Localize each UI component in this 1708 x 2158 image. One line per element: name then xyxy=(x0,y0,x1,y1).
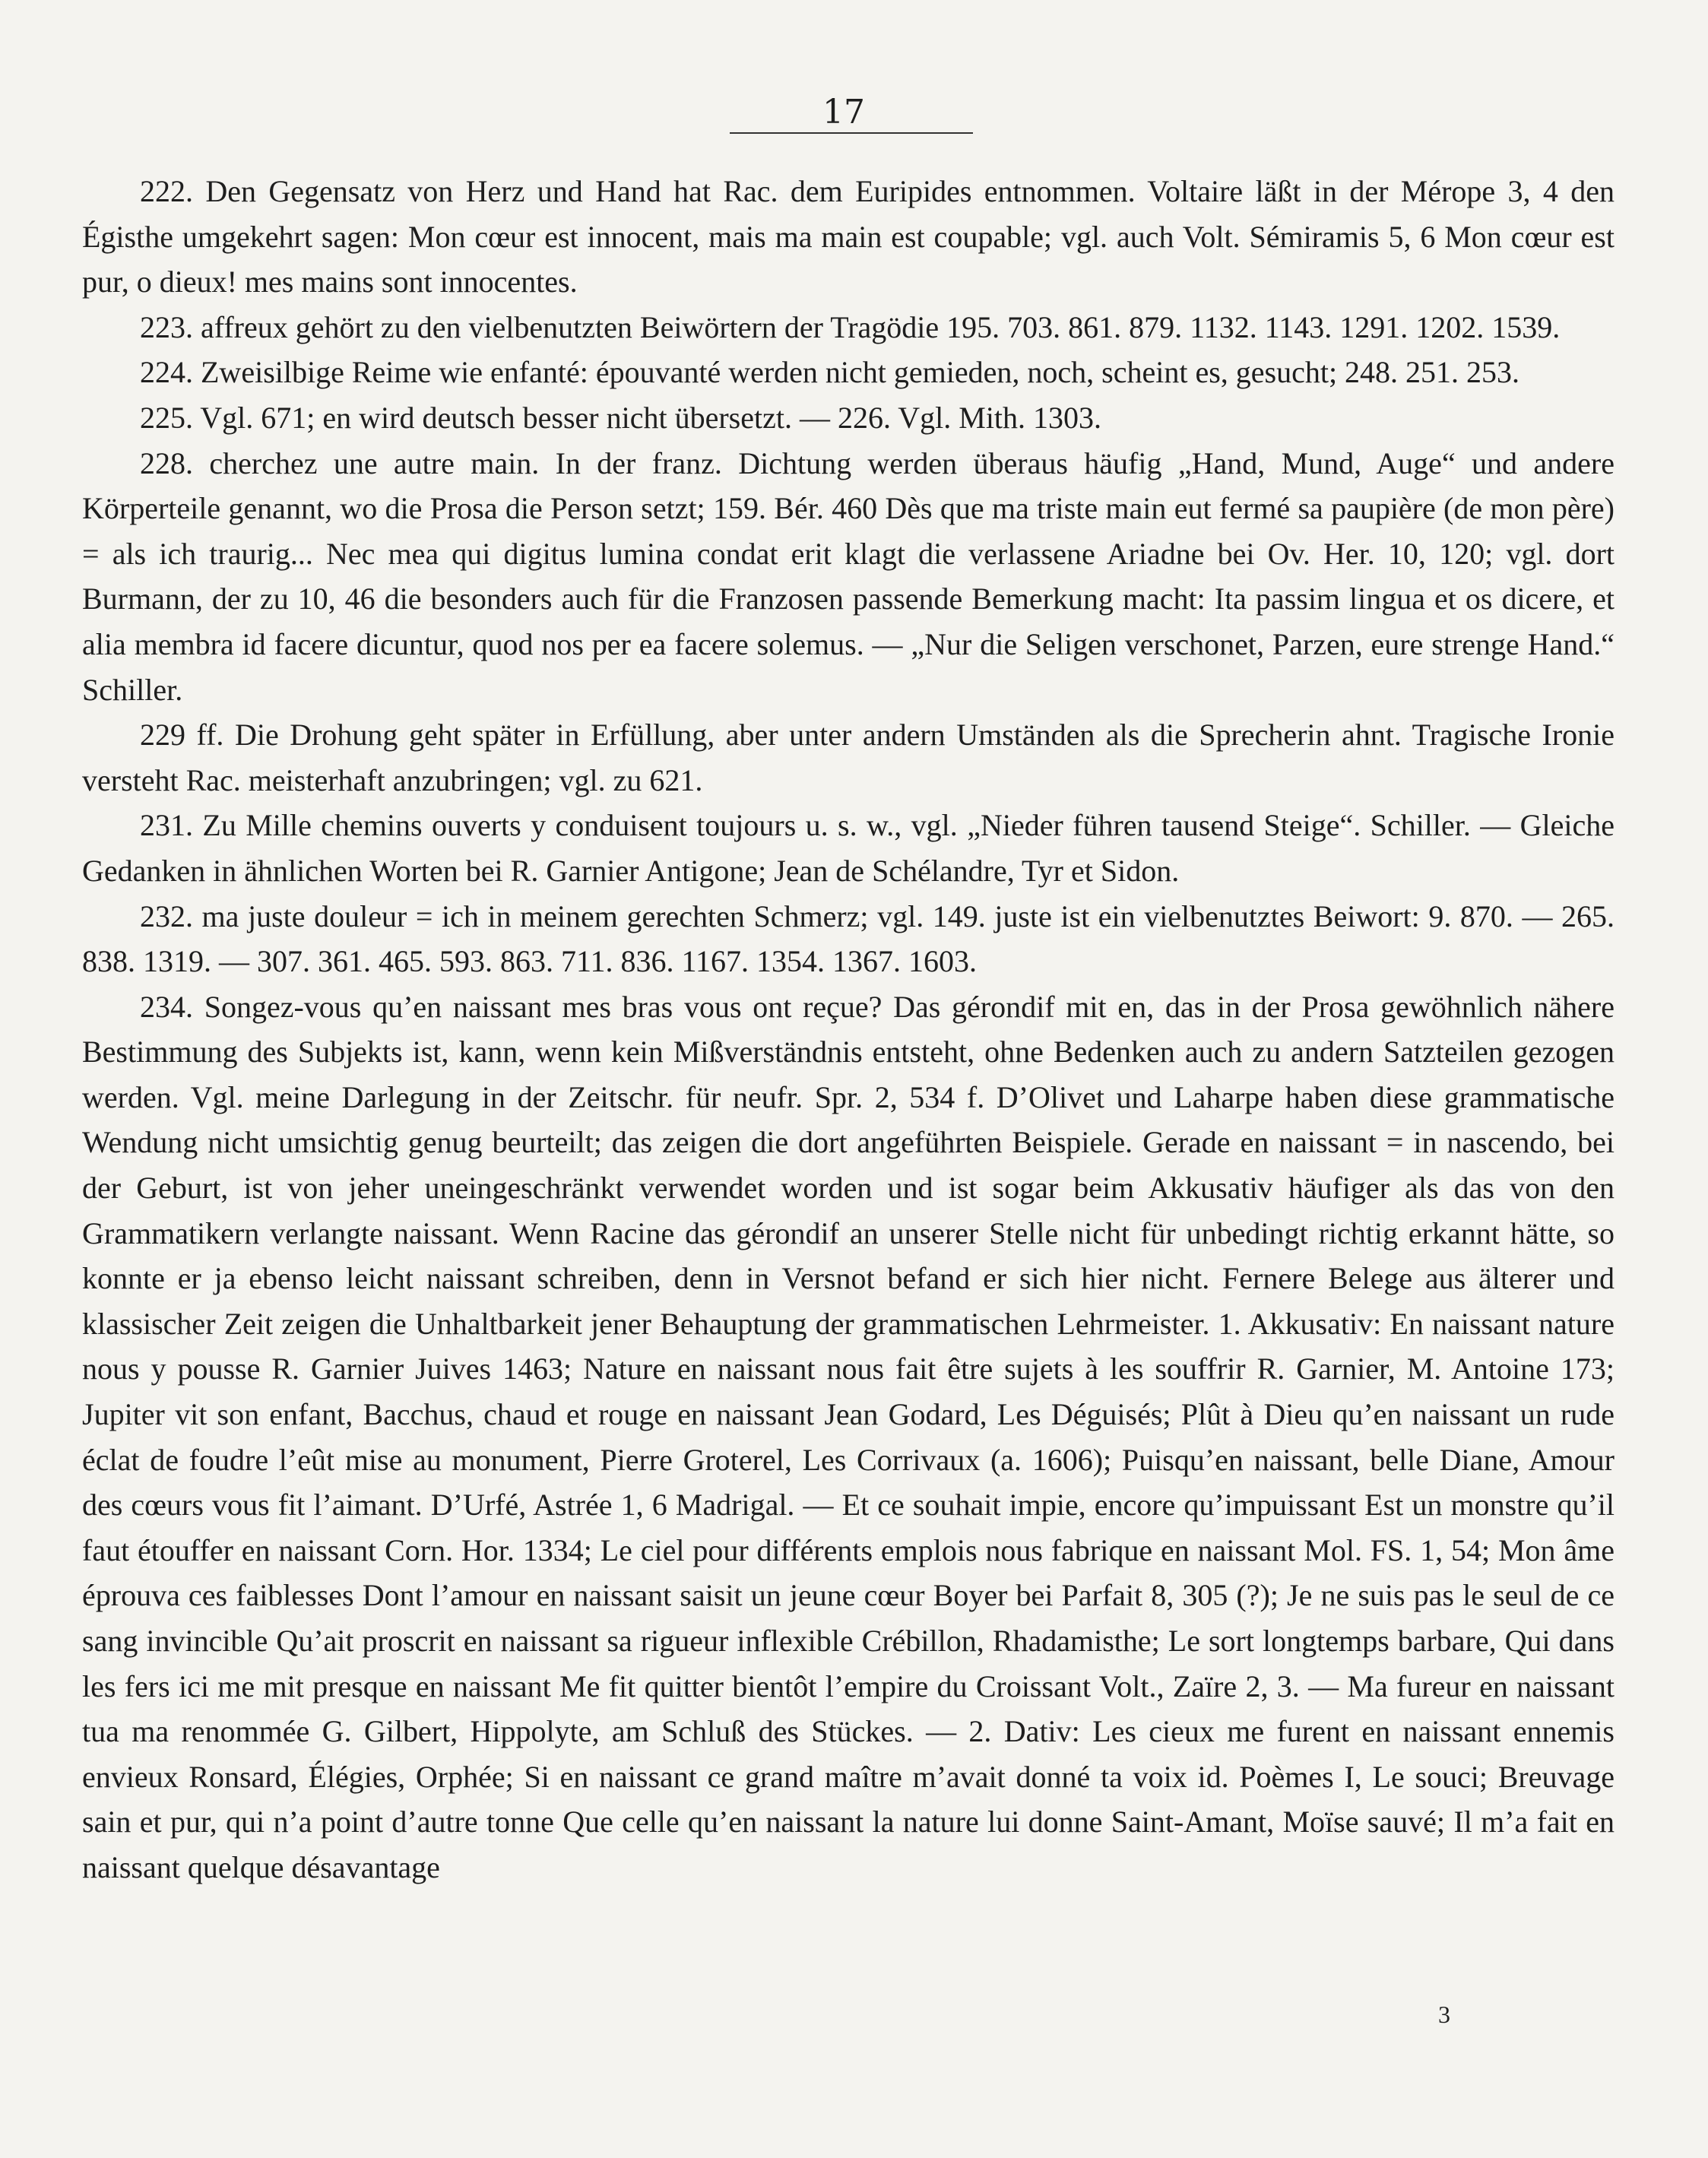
note-232: 232. ma juste douleur = ich in meinem gerechten Schmerz; vgl. 149. juste ist ein vielbenutztes Beiwort: 9. 870. — 265. 838. 1319. — 307. 361. 465. 593. 863. 711. 836. 1167. 1354. 1367. 1603. xyxy=(82,898,1615,979)
note-231: 231. Zu Mille chemins ouverts y conduisent toujours u. s. w., vgl. „Nieder führen tausend Steige“. Schiller. — Gleiche Gedanken in ähnlichen Worten bei R. Garnier Antigone; Jean de Schélandre, Tyr et Sidon. xyxy=(82,808,1615,888)
note-225-226: 225. Vgl. 671; en wird deutsch besser nicht übersetzt. — 226. Vgl. Mith. 1303. xyxy=(140,400,1102,435)
note-228: 228. cherchez une autre main. In der franz. Dichtung werden überaus häufig „Hand, Mund, Auge“ und andere Körperteile genannt, wo die Prosa die Person setzt; 159. Bér. 460 Dès que ma triste main eut fermé sa paupière (de mon père) = als ich traurig... Nec mea qui digitus lumina condat erit klagt die verlassene Ariadne bei Ov. Her. 10, 120; vgl. dort Burmann, der zu 10, 46 die besonders auch für die Franzosen passende Bemerkung macht: Ita passim lingua et os dicere, et alia membra id facere dicuntur, quod nos per ea facere solemus. — „Nur die Seligen verschonet, Parzen, eure strenge Hand.“ Schiller. xyxy=(82,445,1615,707)
note-222: 222. Den Gegensatz von Herz und Hand hat Rac. dem Euripides entnommen. Voltaire läßt in der Mérope 3, 4 den Égisthe umgekehrt sagen: Mon cœur est innocent, mais ma main est coupable; vgl. auch Volt. Sémiramis 5, 6 Mon cœur est pur, o dieux! mes mains sont innocentes. xyxy=(82,174,1615,299)
signature-mark: 3 xyxy=(1438,2001,1450,2028)
page-number: 17 xyxy=(822,93,865,132)
note-234: 234. Songez-vous qu’en naissant mes bras vous ont reçue? Das gérondif mit en, das in der Prosa gewöhnlich nähere Bestimmung des Subjekts ist, kann, wenn kein Mißverständnis entsteht, ohne Bedenken auch zu andern Satzteilen gezogen werden. Vgl. meine Darlegung in der Zeitschr. für neufr. Spr. 2, 534 f. D’Olivet und Laharpe haben diese grammatische Wendung nicht umsichtig genug beurteilt; das zeigen die dort angeführten Beispiele. Gerade en naissant = in nascendo, bei der Geburt, ist von jeher uneingeschränkt verwendet worden und ist sogar beim Akkusativ häufiger als das von den Grammatikern verlangte naissant. Wenn Racine das gérondif an unserer Stelle nicht für unbedingt richtig erkannt hätte, so konnte er ja ebenso leicht naissant schreiben, denn in Versnot befand er sich hier nicht. Fernere Belege aus älterer und klassischer Zeit zeigen die Unhaltbarkeit jener Behauptung der grammatischen Lehrmeister. 1. Akkusativ: En naissant nature nous y pousse R. Garnier Juives 1463; Nature en naissant nous fait être sujets à les souffrir R. Garnier, M. Antoine 173; Jupiter vit son enfant, Bacchus, chaud et rouge en naissant Jean Godard, Les Déguisés; Plût à Dieu qu’en naissant un rude éclat de foudre l’eût mise au monument, Pierre Groterel, Les Corrivaux (a. 1606); Puisqu’en naissant, belle Diane, Amour des cœurs vous fit l’aimant. D’Urfé, Astrée 1, 6 Madrigal. — Et ce souhait impie, encore qu’impuissant Est un monstre qu’il faut étouffer en naissant Corn. Hor. 1334; Le ciel pour différents emplois nous fabrique en naissant Mol. FS. 1, 54; Mon âme éprouva ces faiblesses Dont l’amour en naissant saisit un jeune cœur Boyer bei Parfait 8, 305 (?); Je ne suis pas le seul de ce sang invincible Qu’ait proscrit en naissant sa rigueur inflexible Crébillon, Rhadamisthe; Le sort longtemps barbare, Qui dans les fers ici me mit presque en naissant Me fit quitter bientôt l’empire du Croissant Volt., Zaïre 2, 3. — Ma fureur en naissant tua ma renommée G. Gilbert, Hippolyte, am Schluß des Stückes. — 2. Dativ: Les cieux me furent en naissant ennemis envieux Ronsard, Élégies, Orphée; Si en naissant ce grand maître m’avait donné ta voix id. Poèmes I, Le souci; Breuvage sain et pur, qui n’a point d’autre tonne Que celle qu’en naissant la nature lui donne Saint-Amant, Moïse sauvé; Il m’a fait en naissant quelque désavantage xyxy=(82,989,1615,1884)
body-text xyxy=(82,169,1615,1890)
note-229: 229 ff. Die Drohung geht später in Erfüllung, aber unter andern Umständen als die Sprecherin ahnt. Tragische Ironie versteht Rac. meisterhaft anzubringen; vgl. zu 621. xyxy=(82,718,1615,797)
note-224: 224. Zweisilbige Reime wie enfanté: épouvanté werden nicht gemieden, noch, scheint es, gesucht; 248. 251. 253. xyxy=(140,355,1520,390)
note-223: 223. affreux gehört zu den vielbenutzten Beiwörtern der Tragödie 195. 703. 861. 879. 1132. 1143. 1291. 1202. 1539. xyxy=(140,309,1561,344)
header-rule xyxy=(730,132,973,134)
